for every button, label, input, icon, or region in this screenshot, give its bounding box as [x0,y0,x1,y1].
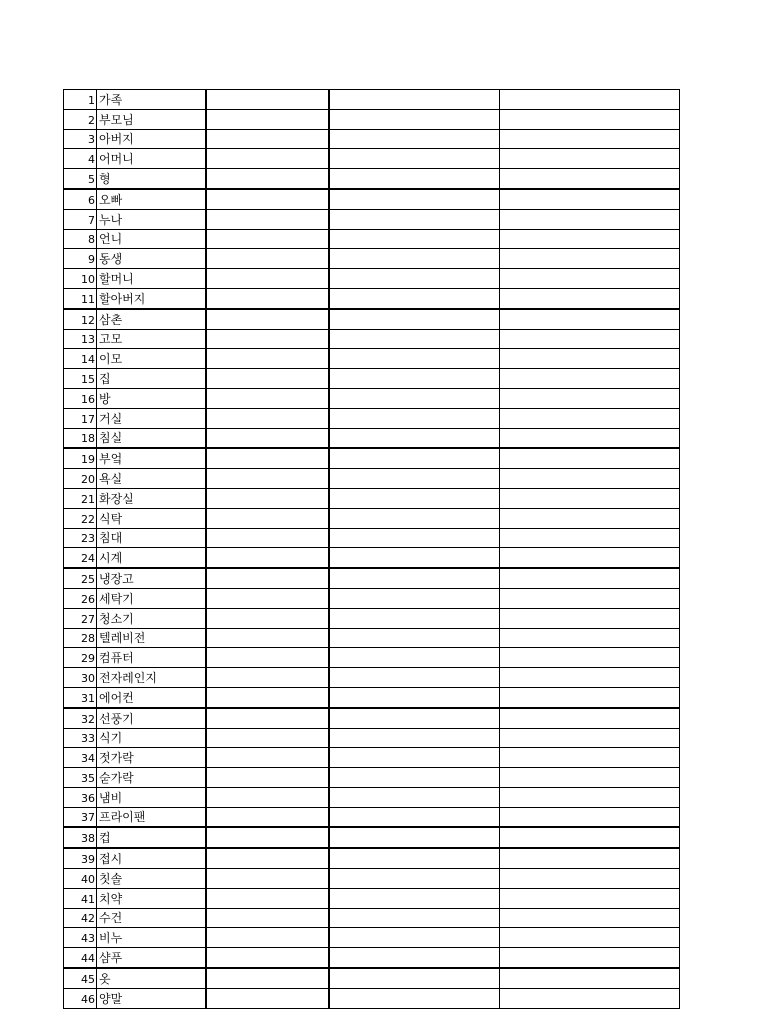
vocab-word: 식탁 [97,508,207,528]
blank-cell-2[interactable] [329,827,500,848]
vocab-word: 텔레비전 [97,628,207,648]
blank-cell-3[interactable] [500,708,680,728]
vocab-word: 시계 [97,548,207,568]
row-number: 28 [64,628,97,648]
blank-cell-3[interactable] [500,329,680,349]
vocab-word: 가족 [97,90,207,110]
blank-cell-1[interactable] [206,668,329,688]
blank-cell-3[interactable] [500,189,680,209]
table-row [64,90,680,110]
blank-cell-3[interactable] [500,129,680,149]
blank-cell-2[interactable] [329,848,500,868]
blank-cell-2[interactable] [329,129,500,149]
blank-cell-3[interactable] [500,588,680,608]
blank-cell-3[interactable] [500,568,680,588]
row-number: 27 [64,608,97,628]
blank-cell-3[interactable] [500,448,680,468]
blank-cell-3[interactable] [500,288,680,308]
table-row [64,848,680,868]
row-number: 43 [64,928,97,948]
blank-cell-1[interactable] [206,488,329,508]
row-number: 46 [64,988,97,1008]
table-row [64,329,680,349]
table-row [64,687,680,707]
blank-cell-3[interactable] [500,748,680,768]
row-number: 40 [64,869,97,889]
vocab-word: 옷 [97,968,207,988]
blank-cell-3[interactable] [500,249,680,269]
blank-cell-2[interactable] [329,608,500,628]
blank-cell-3[interactable] [500,209,680,229]
blank-cell-1[interactable] [206,528,329,548]
row-number: 14 [64,349,97,369]
blank-cell-1[interactable] [206,608,329,628]
blank-cell-2[interactable] [329,728,500,748]
row-number: 1 [64,90,97,110]
blank-cell-3[interactable] [500,768,680,788]
blank-cell-2[interactable] [329,968,500,988]
vocab-word: 거실 [97,408,207,428]
row-number: 22 [64,508,97,528]
blank-cell-2[interactable] [329,189,500,209]
blank-cell-3[interactable] [500,668,680,688]
table-row [64,369,680,389]
vocab-word: 침대 [97,528,207,548]
table-row [64,309,680,329]
table-row [64,628,680,648]
blank-cell-2[interactable] [329,149,500,169]
row-number: 41 [64,888,97,908]
row-number: 6 [64,189,97,209]
table-row [64,648,680,668]
blank-cell-3[interactable] [500,149,680,169]
blank-cell-3[interactable] [500,807,680,827]
blank-cell-2[interactable] [329,90,500,110]
vocab-word: 고모 [97,329,207,349]
table-row [64,428,680,448]
vocab-word: 컴퓨터 [97,648,207,668]
vocab-word: 언니 [97,229,207,249]
table-row [64,349,680,369]
blank-cell-2[interactable] [329,408,500,428]
vocab-word: 오빠 [97,189,207,209]
blank-cell-1[interactable] [206,787,329,807]
table-row [64,728,680,748]
table-row [64,768,680,788]
table-row [64,928,680,948]
table-row [64,748,680,768]
row-number: 30 [64,668,97,688]
blank-cell-1[interactable] [206,568,329,588]
row-number: 24 [64,548,97,568]
blank-cell-2[interactable] [329,687,500,707]
row-number: 26 [64,588,97,608]
blank-cell-3[interactable] [500,408,680,428]
vocab-word: 에어컨 [97,687,207,707]
blank-cell-3[interactable] [500,309,680,329]
blank-cell-3[interactable] [500,869,680,889]
blank-cell-1[interactable] [206,109,329,129]
blank-cell-3[interactable] [500,888,680,908]
row-number: 44 [64,948,97,968]
table-row [64,668,680,688]
blank-cell-1[interactable] [206,988,329,1008]
vocab-word: 침실 [97,428,207,448]
blank-cell-3[interactable] [500,608,680,628]
blank-cell-1[interactable] [206,249,329,269]
blank-cell-1[interactable] [206,129,329,149]
row-number: 12 [64,309,97,329]
table-row [64,209,680,229]
vocab-word: 수건 [97,908,207,928]
blank-cell-3[interactable] [500,787,680,807]
blank-cell-1[interactable] [206,708,329,728]
row-number: 7 [64,209,97,229]
blank-cell-1[interactable] [206,229,329,249]
blank-cell-3[interactable] [500,388,680,408]
blank-cell-2[interactable] [329,528,500,548]
blank-cell-2[interactable] [329,787,500,807]
blank-cell-3[interactable] [500,948,680,968]
blank-cell-1[interactable] [206,90,329,110]
blank-cell-1[interactable] [206,469,329,489]
blank-cell-1[interactable] [206,149,329,169]
vocab-word: 냉장고 [97,568,207,588]
row-number: 2 [64,109,97,129]
blank-cell-1[interactable] [206,548,329,568]
table-row [64,229,680,249]
table-row [64,528,680,548]
blank-cell-3[interactable] [500,648,680,668]
vocab-word: 양말 [97,988,207,1008]
blank-cell-2[interactable] [329,488,500,508]
row-number: 11 [64,288,97,308]
vocab-word: 비누 [97,928,207,948]
vocab-word: 방 [97,388,207,408]
blank-cell-1[interactable] [206,349,329,369]
table-row [64,249,680,269]
blank-cell-1[interactable] [206,169,329,189]
blank-cell-1[interactable] [206,948,329,968]
vocab-word: 젓가락 [97,748,207,768]
row-number: 25 [64,568,97,588]
table-row [64,988,680,1008]
blank-cell-1[interactable] [206,588,329,608]
blank-cell-3[interactable] [500,269,680,289]
table-row [64,269,680,289]
table-row [64,968,680,988]
blank-cell-1[interactable] [206,848,329,868]
blank-cell-2[interactable] [329,229,500,249]
blank-cell-1[interactable] [206,428,329,448]
vocabulary-sheet [63,89,680,1009]
row-number: 32 [64,708,97,728]
blank-cell-1[interactable] [206,309,329,329]
row-number: 17 [64,408,97,428]
row-number: 20 [64,469,97,489]
vocab-word: 할머니 [97,269,207,289]
blank-cell-1[interactable] [206,628,329,648]
blank-cell-2[interactable] [329,169,500,189]
table-row [64,807,680,827]
table-row [64,827,680,848]
blank-cell-3[interactable] [500,528,680,548]
table-row [64,288,680,308]
vocab-word: 형 [97,169,207,189]
vocab-word: 욕실 [97,469,207,489]
row-number: 35 [64,768,97,788]
blank-cell-1[interactable] [206,369,329,389]
blank-cell-3[interactable] [500,628,680,648]
blank-cell-2[interactable] [329,309,500,329]
blank-cell-2[interactable] [329,428,500,448]
vocab-word: 집 [97,369,207,389]
blank-cell-3[interactable] [500,369,680,389]
blank-cell-1[interactable] [206,209,329,229]
blank-cell-2[interactable] [329,807,500,827]
blank-cell-1[interactable] [206,329,329,349]
row-number: 5 [64,169,97,189]
table-row [64,708,680,728]
row-number: 31 [64,687,97,707]
blank-cell-2[interactable] [329,469,500,489]
blank-cell-2[interactable] [329,388,500,408]
row-number: 42 [64,908,97,928]
blank-cell-2[interactable] [329,288,500,308]
table-row [64,948,680,968]
blank-cell-1[interactable] [206,189,329,209]
blank-cell-3[interactable] [500,428,680,448]
blank-cell-1[interactable] [206,508,329,528]
blank-cell-3[interactable] [500,469,680,489]
blank-cell-2[interactable] [329,948,500,968]
vocab-word: 할아버지 [97,288,207,308]
blank-cell-2[interactable] [329,209,500,229]
vocab-word: 숟가락 [97,768,207,788]
vocab-word: 누나 [97,209,207,229]
blank-cell-1[interactable] [206,288,329,308]
row-number: 10 [64,269,97,289]
table-row [64,448,680,468]
vocab-word: 칫솔 [97,869,207,889]
vocab-word: 치약 [97,888,207,908]
blank-cell-2[interactable] [329,928,500,948]
sheet-body [64,90,680,1009]
blank-cell-3[interactable] [500,968,680,988]
table-row [64,908,680,928]
row-number: 18 [64,428,97,448]
blank-cell-1[interactable] [206,968,329,988]
blank-cell-2[interactable] [329,668,500,688]
vocab-word: 동생 [97,249,207,269]
blank-cell-2[interactable] [329,748,500,768]
vocab-word: 부모님 [97,109,207,129]
blank-cell-3[interactable] [500,928,680,948]
blank-cell-3[interactable] [500,908,680,928]
blank-cell-2[interactable] [329,768,500,788]
blank-cell-1[interactable] [206,448,329,468]
vocab-word: 식기 [97,728,207,748]
vocab-word: 선풍기 [97,708,207,728]
vocab-word: 컵 [97,827,207,848]
table-row [64,548,680,568]
row-number: 8 [64,229,97,249]
blank-cell-2[interactable] [329,269,500,289]
row-number: 16 [64,388,97,408]
blank-cell-2[interactable] [329,708,500,728]
blank-cell-3[interactable] [500,488,680,508]
table-row [64,469,680,489]
vocab-word: 이모 [97,349,207,369]
blank-cell-2[interactable] [329,988,500,1008]
blank-cell-2[interactable] [329,548,500,568]
blank-cell-1[interactable] [206,908,329,928]
table-row [64,568,680,588]
vocab-word: 화장실 [97,488,207,508]
blank-cell-1[interactable] [206,728,329,748]
row-number: 19 [64,448,97,468]
blank-cell-1[interactable] [206,648,329,668]
blank-cell-2[interactable] [329,508,500,528]
row-number: 29 [64,648,97,668]
table-row [64,488,680,508]
row-number: 33 [64,728,97,748]
blank-cell-1[interactable] [206,869,329,889]
blank-cell-3[interactable] [500,687,680,707]
blank-cell-1[interactable] [206,888,329,908]
blank-cell-2[interactable] [329,448,500,468]
blank-cell-2[interactable] [329,648,500,668]
row-number: 21 [64,488,97,508]
row-number: 23 [64,528,97,548]
row-number: 3 [64,129,97,149]
blank-cell-2[interactable] [329,869,500,889]
blank-cell-3[interactable] [500,109,680,129]
row-number: 38 [64,827,97,848]
blank-cell-3[interactable] [500,169,680,189]
vocab-word: 접시 [97,848,207,868]
blank-cell-3[interactable] [500,508,680,528]
row-number: 34 [64,748,97,768]
vocab-word: 아버지 [97,129,207,149]
blank-cell-1[interactable] [206,807,329,827]
row-number: 36 [64,787,97,807]
blank-cell-1[interactable] [206,388,329,408]
blank-cell-3[interactable] [500,90,680,110]
table-row [64,169,680,189]
row-number: 9 [64,249,97,269]
table-row [64,608,680,628]
blank-cell-3[interactable] [500,988,680,1008]
blank-cell-2[interactable] [329,109,500,129]
row-number: 39 [64,848,97,868]
blank-cell-2[interactable] [329,249,500,269]
row-number: 37 [64,807,97,827]
table-row [64,787,680,807]
blank-cell-3[interactable] [500,848,680,868]
blank-cell-1[interactable] [206,928,329,948]
table-row [64,109,680,129]
vocab-word: 냄비 [97,787,207,807]
blank-cell-2[interactable] [329,329,500,349]
table-row [64,508,680,528]
vocab-word: 삼촌 [97,309,207,329]
blank-cell-2[interactable] [329,628,500,648]
blank-cell-2[interactable] [329,568,500,588]
vocab-word: 샴푸 [97,948,207,968]
row-number: 4 [64,149,97,169]
vocab-word: 프라이팬 [97,807,207,827]
blank-cell-3[interactable] [500,548,680,568]
table-row [64,869,680,889]
blank-cell-2[interactable] [329,888,500,908]
blank-cell-1[interactable] [206,748,329,768]
blank-cell-3[interactable] [500,827,680,848]
row-number: 13 [64,329,97,349]
blank-cell-3[interactable] [500,728,680,748]
vocab-word: 전자레인지 [97,668,207,688]
row-number: 45 [64,968,97,988]
blank-cell-1[interactable] [206,687,329,707]
table-row [64,588,680,608]
blank-cell-2[interactable] [329,369,500,389]
blank-cell-1[interactable] [206,408,329,428]
table-row [64,149,680,169]
vocab-word: 청소기 [97,608,207,628]
blank-cell-2[interactable] [329,349,500,369]
vocab-word: 세탁기 [97,588,207,608]
blank-cell-1[interactable] [206,827,329,848]
table-row [64,388,680,408]
blank-cell-3[interactable] [500,229,680,249]
table-row [64,888,680,908]
blank-cell-2[interactable] [329,908,500,928]
blank-cell-3[interactable] [500,349,680,369]
vocab-word: 부엌 [97,448,207,468]
vocab-word: 어머니 [97,149,207,169]
table-row [64,408,680,428]
blank-cell-1[interactable] [206,269,329,289]
row-number: 15 [64,369,97,389]
blank-cell-2[interactable] [329,588,500,608]
table-row [64,189,680,209]
table-row [64,129,680,149]
blank-cell-1[interactable] [206,768,329,788]
